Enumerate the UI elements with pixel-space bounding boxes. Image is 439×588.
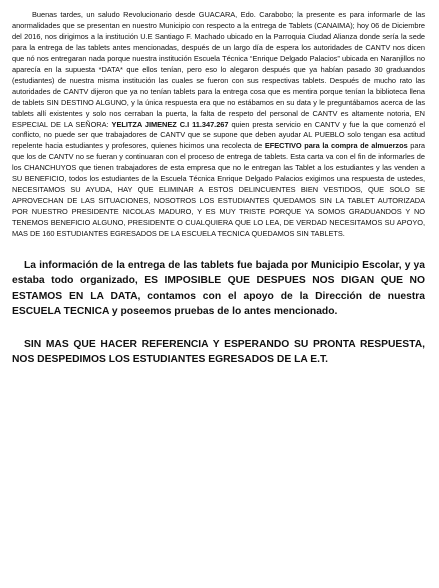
body-text-middle: quien presta servicio en CANTV y fue la que comenzó el conflicto, no puede ser que trabajadores de CANTV que se supone que deben ayudar AL PUEBLO solo tengan esa actitud repelente hacia estudiantes y profesores, quienes hicimos una recolecta de [12, 119, 425, 151]
data-info-paragraph: La información de la entrega de las tablets fue bajada por Municipio Escolar, y ya estaba todo organizado, ES IMPOSIBLE QUE DESPUES NOS DIGAN QUE NO ESTAMOS EN LA DATA, contamos con el apoyo de la Dirección de nuestra ESCUELA TECNICA y poseemos pruebas de lo antes mencionado. [12, 260, 425, 318]
letter-body-paragraph [12, 10, 425, 240]
body-text-intro: Buenas tardes, un saludo Revolucionario desde GUACARA, Edo. Carabobo; la presente es para informarle de las anormalidades que se presentan en nuestro Municipio con respecto a la entrega de Tablets (CANAIMA); hoy 06 de Diciembre del 2016, nos dirigimos a la institución U.E Santiago F. Machado ubicado en la Parroquia Ciudad Alianza donde sería la sede para la entrega de las tablets antes mencionadas, después de un largo día de espera los autoridades de CANTV nos dicen que nó nos entregaran nada porque nuestra institución Escuela Técnica “Enrique Delgado Palacios” ubicada en Naranjillos no aparecía en la supuesta *DATA* que ellos tenían, pero eso lo alegaron después que ya habían pasado 30 graduandos (estudiantes) de nuestra misma institución las cuales se fueron con sus respectivas tablets. Después de mucho rato las autoridades de CANTV dijeron que ya no tenían tablets para la entrega cosa que es mentira porque tenían la biblioteca llena de tablets SIN DESTINO ALGUNO, y la única respuesta era que no estábamos en su data y le preguntábamos acerca de las tablets allí existentes y solo nos cerraban la puerta, la falta de respeto del personal de CANTV es altamente notoria, EN ESPECIAL DE LA SEÑORA: [12, 10, 425, 129]
closing-paragraph: SIN MAS QUE HACER REFERENCIA Y ESPERANDO SU PRONTA RESPUESTA, NOS DESPEDIMOS LOS ESTUDIANTES EGRESADOS DE LA E.T. [12, 338, 425, 366]
body-text-name-highlight: YELITZA JIMENEZ C.I 11.347.267 [111, 119, 229, 129]
body-text-cash-highlight: EFECTIVO para la compra de almuerzos [264, 141, 408, 151]
body-text-end: para que los de CANTV no se fueran y continuaran con el proceso de entrega de tablets. Esta carta va con el fin de informarles de los CHANCHUYOS que tienen trabajadores de esta empresa que no le entregan las Tablet a los estudiantes y las venden a SU BENEFICIO, todos los estudiantes de la Escuela Técnica Enrique Delgado Palacios exigimos una respuesta de ustedes, NECESITAMOS SU AYUDA, HAY QUE ELIMINAR A ESTOS DELINCUENTES BIEN VESTIDOS, QUE SOLO SE APROVECHAN DE LAS SITUACIONES, NOSOTROS LOS ESTUDIANTES QUEDAMOS SIN LA TABLET AUTORIZADA POR NUESTRO PRESIDENTE NICOLAS MADURO, Y ES MUY TRISTE PORQUE YA SOMOS GRADUANDOS Y NO TENEMOS BENEFICIO ALGUNO, PRESIDENTE O CUALQUIERA QUE LO LEA, DE VERDAD NECESITAMOS SU APOYO, MAS DE 160 ESTUDIANTES EGRESADOS DE LA ESCUELA TECNICA QUEDAMOS SIN TABLETS. [12, 141, 425, 239]
